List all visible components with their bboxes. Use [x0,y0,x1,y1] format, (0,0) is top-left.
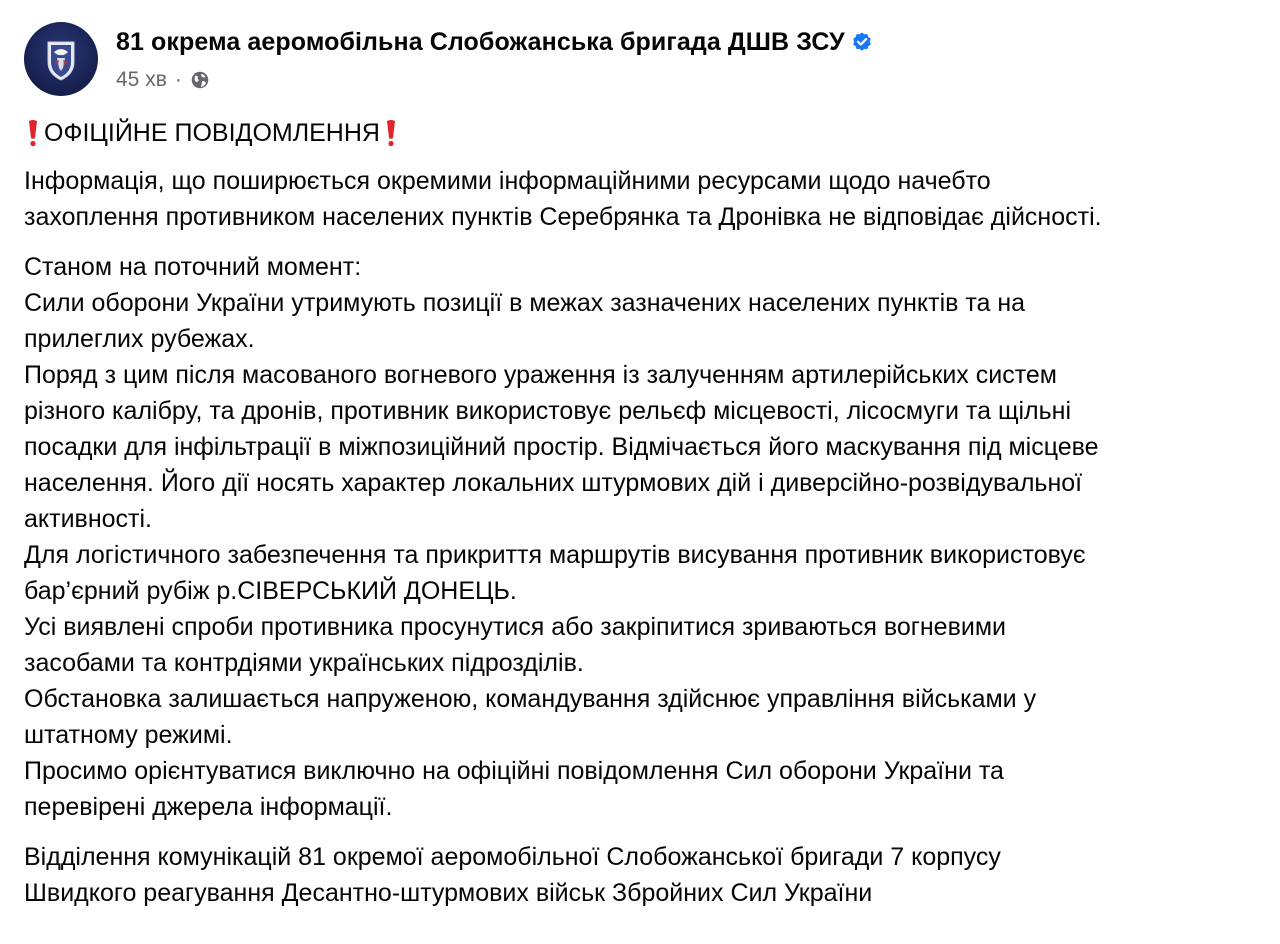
spacer [24,153,1264,163]
text-line: різного калібру, та дронів, противник використовує рельєф місцевості, лісосмуги та щільні [24,397,1072,425]
text-line: Станом на поточний момент: [24,253,362,281]
spacer [24,235,1264,249]
text-line: населення. Його дії носять характер локальних штурмових дій і диверсійно-розвідувальної [24,469,1083,497]
text-line: активності. [24,505,152,533]
spacer [24,825,1264,839]
text-line: прилеглих рубежах. [24,325,255,353]
post-timestamp[interactable]: 45 хв [116,68,167,91]
text-line: Поряд з цим після масованого вогневого ураження із залученням артилерійських систем [24,361,1057,389]
meta-separator: · [174,68,182,91]
text-line: захоплення противником населених пунктів Серебрянка та Дронівка не відповідає дійсності. [24,203,1102,231]
text-line: Інформація, що поширюється окремими інформаційними ресурсами щодо начебто [24,167,991,195]
text-line: бар’єрний рубіж р.СІВЕРСЬКИЙ ДОНЕЦЬ. [24,577,517,605]
paragraph-1 [24,163,1264,235]
page-name-text: 81 окрема аеромобільна Слобожанська бригада ДШВ ЗСУ [116,28,845,56]
text-line: Усі виявлені спроби противника просунутися або закріпитися зриваються вогневими [24,613,1006,641]
post-body [24,113,1264,911]
verified-badge-icon [851,31,873,53]
post-meta [116,68,210,92]
post-heading [24,113,1264,153]
text-line: Відділення комунікацій 81 окремої аеромобільної Слобожанської бригади 7 корпусу [24,843,1001,871]
post-heading-text: ОФІЦІЙНЕ ПОВІДОМЛЕННЯ [44,119,380,147]
text-line: перевірені джерела інформації. [24,793,393,821]
text-line: Сили оборони України утримують позиції в межах зазначених населених пунктів та на [24,289,1026,317]
text-line: Обстановка залишається напруженою, командування здійснює управління військами у [24,685,1037,713]
globe-icon[interactable] [190,70,210,90]
red-exclamation-icon [24,118,42,148]
page-name-link[interactable] [116,28,873,57]
page-avatar[interactable] [24,22,98,96]
text-line: штатному режимі. [24,721,233,749]
brigade-emblem-icon [24,22,98,96]
paragraph-3 [24,839,1264,911]
post-header [24,22,1254,100]
text-line: Для логістичного забезпечення та прикриття маршрутів висування противник використовує [24,541,1086,569]
red-exclamation-icon [382,118,400,148]
text-line: Швидкого реагування Десантно-штурмових військ Збройних Сил України [24,879,873,907]
text-line: посадки для інфільтрації в міжпозиційний простір. Відмічається його маскування під місцеве [24,433,1099,461]
text-line: засобами та контрдіями українських підрозділів. [24,649,584,677]
text-line: Просимо орієнтуватися виключно на офіційні повідомлення Сил оборони України та [24,757,1004,785]
paragraph-2 [24,249,1264,825]
